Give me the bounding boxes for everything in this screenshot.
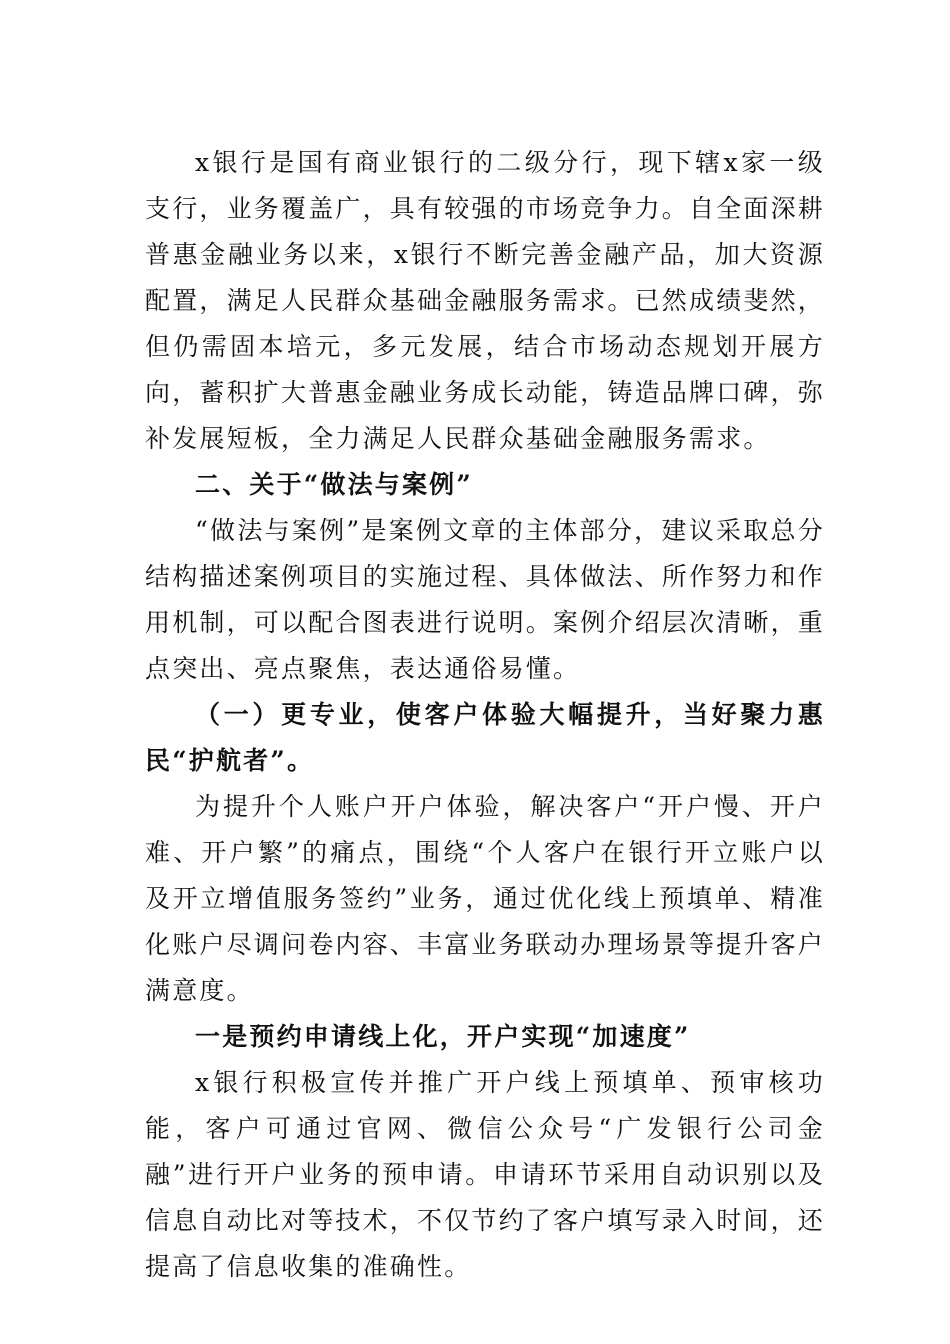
paragraph-practices-intro: “做法与案例”是案例文章的主体部分，建议采取总分结构描述案例项目的实施过程、具体做法、所作努力和作用机制，可以配合图表进行说明。案例介绍层次清晰，重点突出、亮点聚焦，表达通俗易懂。 xyxy=(145,516,826,683)
section-heading-practices-cases: 二、关于“做法与案例” xyxy=(195,470,473,499)
document-body xyxy=(145,140,825,1290)
point-heading-online-booking: 一是预约申请线上化，开户实现“加速度” xyxy=(195,1022,691,1051)
paragraph-online-prefill: x银行积极宣传并推广开户线上预填单、预审核功能，客户可通过官网、微信公众号“广发银行公司金融”进行开户业务的预申请。申请环节采用自动识别以及信息自动比对等技术，不仅节约了客户填写录入时间，还提高了信息收集的准确性。 xyxy=(145,1068,826,1281)
paragraph-bank-overview: x银行是国有商业银行的二级分行，现下辖x家一级支行，业务覆盖广，具有较强的市场竞争力。自全面深耕普惠金融业务以来，x银行不断完善金融产品，加大资源配置，满足人民群众基础金融服务需求。已然成绩斐然，但仍需固本培元，多元发展，结合市场动态规划开展方向，蓄积扩大普惠金融业务成长动能，铸造品牌口碑，弥补发展短板，全力满足人民群众基础金融服务需求。 xyxy=(145,148,826,453)
paragraph-account-opening: 为提升个人账户开户体验，解决客户“开户慢、开户难、开户繁”的痛点，围绕“个人客户在银行开立账户以及开立增值服务签约”业务，通过优化线上预填单、精准化账户尽调问卷内容、丰富业务联动办理场景等提升客户满意度。 xyxy=(145,792,826,1005)
subsection-heading-professional: （一）更专业，使客户体验大幅提升，当好聚力惠民“护航者”。 xyxy=(145,700,825,775)
